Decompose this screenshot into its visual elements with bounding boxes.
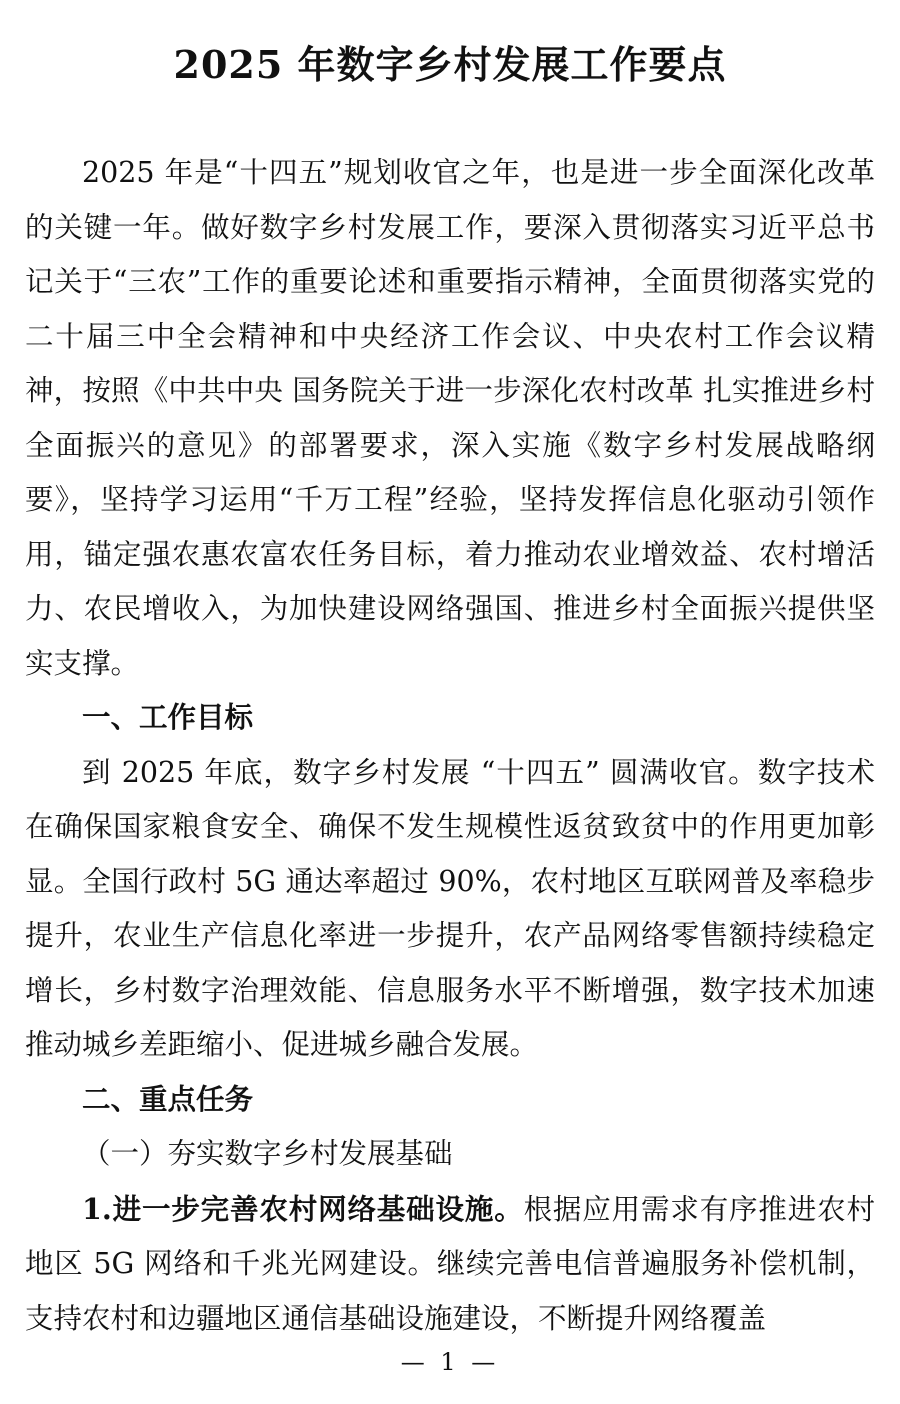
- section-heading-tasks: 二、重点任务: [82, 1082, 254, 1116]
- task-paragraph: [25, 1182, 875, 1347]
- subsection-heading: （一）夯实数字乡村发展基础: [82, 1137, 453, 1170]
- task-lead: 1.进一步完善农村网络基础设施。: [82, 1191, 524, 1226]
- page-number: — 1 —: [400, 1348, 500, 1376]
- document-title: 2025 年数字乡村发展工作要点: [173, 42, 727, 87]
- task-text: 根据应用需求有序推进农村地区 5G 网络和千兆光网建设。继续完善电信普遍服务补偿机制，支持农村和边疆地区通信基础设施建设，不断提升网络覆盖: [25, 1192, 875, 1335]
- goals-paragraph: 到 2025 年底，数字乡村发展 “十四五” 圆满收官。数字技术在确保国家粮食安全、确保不发生规模性返贫致贫中的作用更加彰显。全国行政村 5G 通达率超过 90%，农村地区互联网普及率稳步提升，农业生产信息化率进一步提升，农产品网络零售额持续稳定增长，乡村数字治理效能、信息服务水平不断增强，数字技术加速推动城乡差距缩小、促进城乡融合发展。: [25, 755, 875, 1061]
- section-heading-goals: 一、工作目标: [82, 701, 254, 734]
- intro-paragraph: 2025 年是“十四五”规划收官之年，也是进一步全面深化改革的关键一年。做好数字乡村发展工作，要深入贯彻落实习近平总书记关于“三农”工作的重要论述和重要指示精神，全面贯彻落实党的二十届三中全会精神和中央经济工作会议、中央农村工作会议精神，按照《中共中央 国务院关于进一步深化农村改革 扎实推进乡村全面振兴的意见》的部署要求，深入实施《数字乡村发展战略纲要》，坚持学习运用“千万工程”经验，坚持发挥信息化驱动引领作用，锚定强农惠农富农任务目标，着力推动农业增效益、农村增活力、农民增收入，为加快建设网络强国、推进乡村全面振兴提供坚实支撑。: [25, 156, 875, 680]
- document-body: [25, 146, 875, 1346]
